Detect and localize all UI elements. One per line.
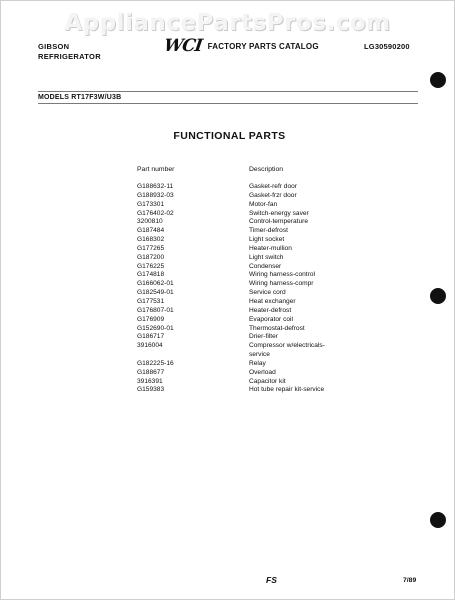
part-number: G174818 <box>137 271 165 279</box>
part-description: Timer-defrost <box>249 227 288 235</box>
part-description: Motor-fan <box>249 200 278 208</box>
list-item <box>137 333 377 342</box>
product-type: REFRIGERATOR <box>38 52 101 61</box>
list-item <box>137 386 377 395</box>
part-description: Light switch <box>249 253 284 261</box>
divider <box>38 103 418 104</box>
part-description: Gasket-refr door <box>249 183 298 190</box>
part-number: G168302 <box>137 236 165 244</box>
part-description: Relay <box>249 359 266 367</box>
brand-block <box>38 42 101 62</box>
list-item <box>137 254 377 263</box>
list-item <box>137 325 377 334</box>
list-item <box>137 201 377 210</box>
watermark: AppliancePartsPros.com <box>64 10 391 36</box>
part-number: G182225-16 <box>137 359 174 367</box>
column-header-part-number: Part number <box>137 166 175 173</box>
part-number: G152690-01 <box>137 324 174 332</box>
part-description: Wiring harness-compr <box>249 280 314 288</box>
part-description: Wiring harness-control <box>249 271 315 279</box>
part-number: G176225 <box>137 262 165 270</box>
part-number: G187484 <box>137 227 165 235</box>
list-item <box>137 342 377 360</box>
part-description: Hot tube repair kit-service <box>249 386 325 394</box>
part-description: Heater-mullion <box>249 244 292 252</box>
binder-hole-icon <box>430 288 446 304</box>
binder-hole-icon <box>430 512 446 528</box>
revision-date: 7/89 <box>403 577 417 584</box>
catalog-title: FACTORY PARTS CATALOG <box>207 42 319 51</box>
part-number: G166062-01 <box>137 280 174 288</box>
part-description: Heat exchanger <box>249 297 296 305</box>
part-description: Gasket-frzr door <box>249 191 297 199</box>
list-item <box>137 316 377 325</box>
part-number: G176402-02 <box>137 209 174 217</box>
list-item <box>137 227 377 236</box>
part-number: G177265 <box>137 244 165 252</box>
column-header-description: Description <box>249 166 283 173</box>
model-numbers: MODELS RT17F3W/U3B <box>38 94 122 101</box>
part-number: G188677 <box>137 368 165 376</box>
list-item <box>137 369 377 378</box>
part-description: Overload <box>249 368 276 376</box>
list-item <box>137 236 377 245</box>
part-number: 3200810 <box>137 218 163 226</box>
list-item <box>137 378 377 387</box>
list-item <box>137 218 377 227</box>
brand-name: GIBSON <box>38 42 70 51</box>
part-description: Capacitor kit <box>249 377 286 385</box>
list-item <box>137 245 377 254</box>
part-description: Evaporator coil <box>249 315 293 323</box>
part-description: Heater-defrost <box>249 306 292 314</box>
part-number: G187200 <box>137 253 165 261</box>
list-item <box>137 298 377 307</box>
catalog-header <box>164 38 319 55</box>
divider <box>38 91 418 92</box>
part-description: Condenser <box>249 262 282 270</box>
list-item <box>137 263 377 272</box>
list-item <box>137 192 377 201</box>
part-number: G159383 <box>137 386 165 394</box>
part-number: G176909 <box>137 315 165 323</box>
part-number: G186717 <box>137 333 165 341</box>
document-number: LG30590200 <box>364 42 410 51</box>
list-item <box>137 289 377 298</box>
part-number: G188932-03 <box>137 191 174 199</box>
list-item <box>137 183 377 192</box>
part-description: Compressor w/electricals- service <box>249 342 325 359</box>
list-item <box>137 307 377 316</box>
part-description: Drier-filter <box>249 333 278 341</box>
section-code: FS <box>266 575 277 585</box>
list-item <box>137 210 377 219</box>
part-number: G177531 <box>137 297 165 305</box>
list-item <box>137 360 377 369</box>
part-number: 3916391 <box>137 377 163 385</box>
part-description: Thermostat-defrost <box>249 324 305 332</box>
part-description: Light socket <box>249 236 285 244</box>
part-description: Switch-energy saver <box>249 209 309 217</box>
part-number: 3916004 <box>137 342 163 350</box>
part-description: Control-temperature <box>249 218 309 226</box>
part-number: G182549-01 <box>137 289 174 297</box>
part-number: G173301 <box>137 200 165 208</box>
binder-hole-icon <box>430 72 446 88</box>
parts-list <box>137 183 377 395</box>
part-number: G176807-01 <box>137 306 174 314</box>
list-item <box>137 280 377 289</box>
part-description: Service cord <box>249 289 286 297</box>
part-number: G188632-11 <box>137 183 174 190</box>
section-title: FUNCTIONAL PARTS <box>173 130 286 142</box>
wci-logo: WCI <box>162 36 204 56</box>
list-item <box>137 271 377 280</box>
